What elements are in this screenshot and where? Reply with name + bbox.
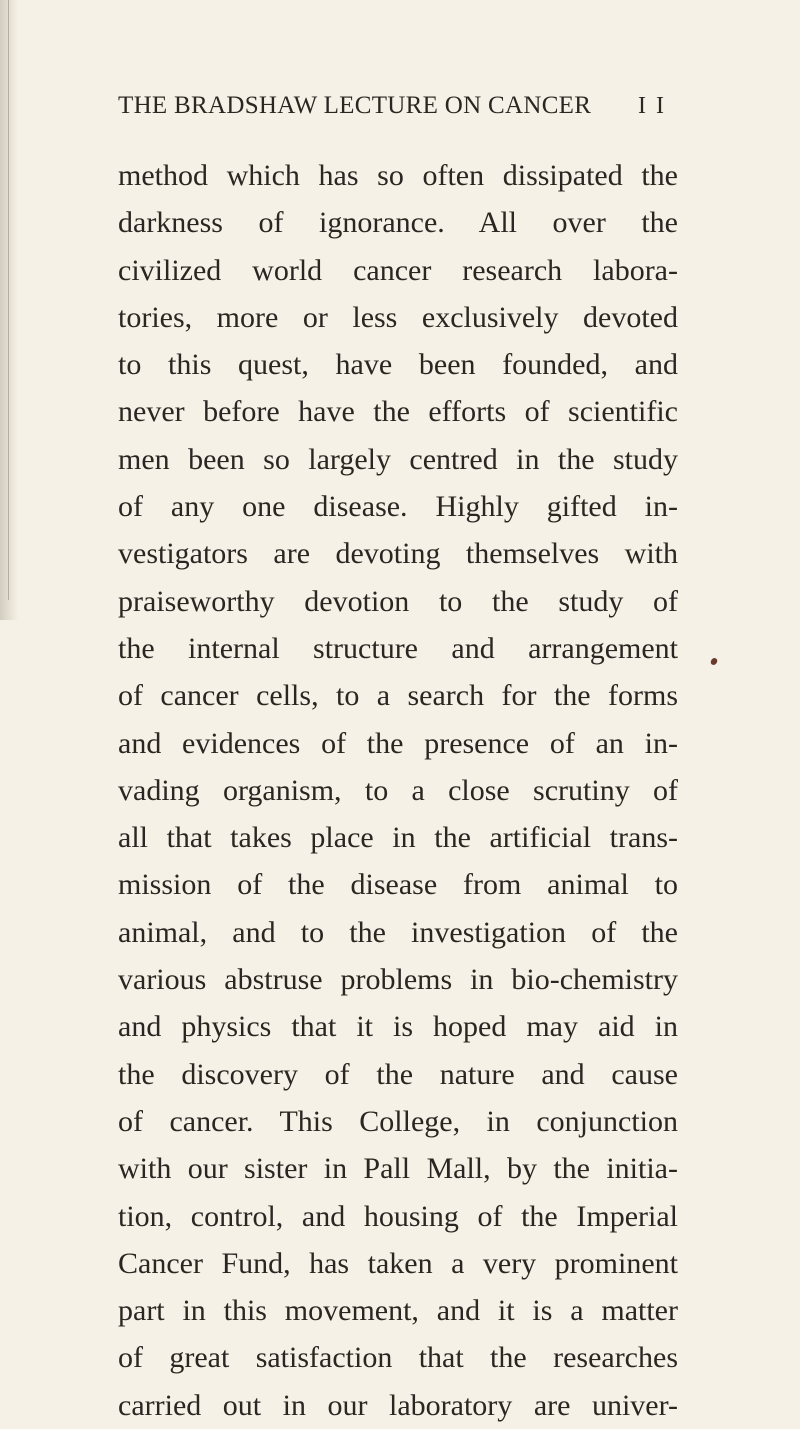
text-line: civilized world cancer research labora-: [118, 253, 678, 287]
text-line: praiseworthy devotion to the study of: [118, 584, 678, 618]
text-line: all that takes place in the artificial trans-: [118, 821, 678, 855]
text-line: of any one disease. Highly gifted in-: [118, 490, 678, 524]
text-line: and evidences of the presence of an in-: [118, 726, 678, 760]
running-title: THE BRADSHAW LECTURE ON CANCER: [118, 92, 592, 119]
text-line: of cancer. This College, in conjunction: [118, 1104, 678, 1138]
text-line: vestigators are devoting themselves with: [118, 537, 678, 571]
text-line: mission of the disease from animal to: [118, 868, 678, 902]
running-head: [0, 89, 800, 123]
text-line: method which has so often dissipated the: [118, 159, 678, 192]
text-line: animal, and to the investigation of the: [118, 915, 678, 949]
text-line: the internal structure and arrangement: [118, 631, 678, 665]
text-line: darkness of ignorance. All over the: [118, 206, 678, 240]
page-number: I I: [638, 93, 666, 119]
text-line: with our sister in Pall Mall, by the initia-: [118, 1152, 678, 1186]
text-line: and physics that it is hoped may aid in: [118, 1010, 678, 1044]
text-line: Cancer Fund, has taken a very prominent: [118, 1246, 678, 1280]
text-line: the discovery of the nature and cause: [118, 1057, 678, 1091]
body-text: [118, 152, 678, 1429]
text-line: to this quest, have been founded, and: [118, 348, 678, 382]
text-line: vading organism, to a close scrutiny of: [118, 773, 678, 807]
text-line: of great satisfaction that the researches: [118, 1341, 678, 1375]
text-line: part in this movement, and it is a matter: [118, 1294, 678, 1328]
text-line: carried out in our laboratory are univer-: [118, 1388, 678, 1422]
text-line: men been so largely centred in the study: [118, 442, 678, 476]
ink-speck: [710, 657, 718, 666]
text-line: tion, control, and housing of the Imperial: [118, 1199, 678, 1233]
text-line: of cancer cells, to a search for the forms: [118, 679, 678, 713]
text-line: various abstruse problems in bio-chemistry: [118, 963, 678, 997]
text-line: never before have the efforts of scientific: [118, 395, 678, 429]
text-line: tories, more or less exclusively devoted: [118, 300, 678, 334]
